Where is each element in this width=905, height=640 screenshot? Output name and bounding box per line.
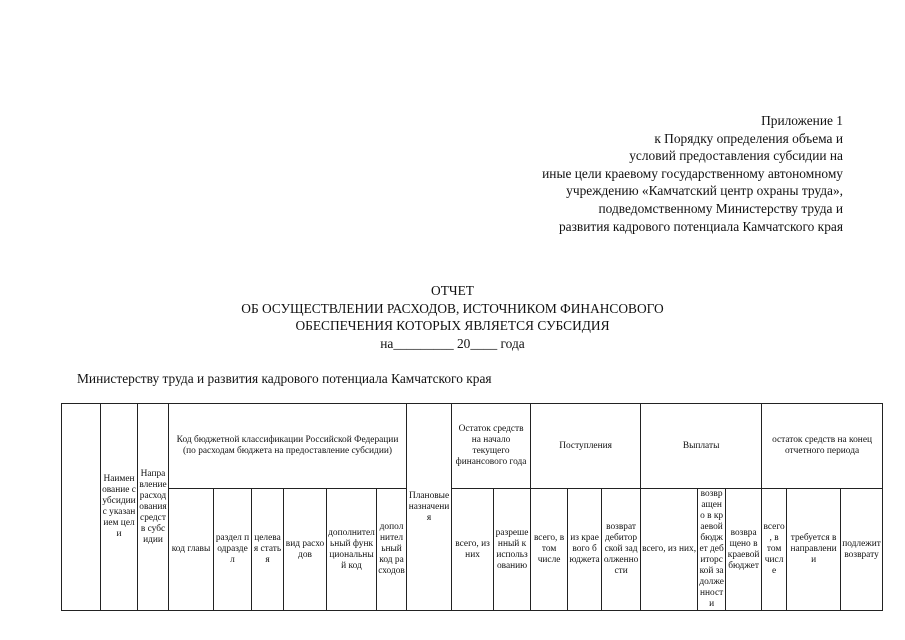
subheader-receipts-regional: из краевого бюджета — [568, 489, 602, 611]
subheader-expense-type: вид расходов — [284, 489, 327, 611]
subheader-closing-to-return: подлежит возврату — [841, 489, 883, 611]
header-payments: Выплаты — [641, 404, 762, 489]
appendix-line: развития кадрового потенциала Камчатского края — [558, 218, 843, 234]
subheader-target-article: целевая статья — [252, 489, 284, 611]
subheader-receipts-returned-debt: возврат дебиторской задолженности — [602, 489, 641, 611]
subheader-opening-permitted: разрешенный к использованию — [494, 489, 531, 611]
appendix-line: условий предоставления субсидии на — [629, 148, 843, 164]
report-title-line: ОБЕСПЕЧЕНИЯ КОТОРЫХ ЯВЛЯЕТСЯ СУБСИДИЯ — [295, 318, 610, 334]
subheader-payments-returned-budget: возвращено в краевой бюджет — [726, 489, 762, 611]
header-budget-code: Код бюджетной классификации Российской Федерации (по расходам бюджета на предоставление субсидии) — [169, 404, 407, 489]
header-opening-balance: Остаток средств на начало текущего финансового года — [452, 404, 531, 489]
report-table — [61, 403, 883, 611]
header-direction: Направление расходования средств субсидии — [138, 404, 169, 611]
report-title-line: ОТЧЕТ — [431, 283, 474, 298]
appendix-line: подведомственному Министерству труда и — [598, 200, 843, 216]
report-title-line: ОБ ОСУЩЕСТВЛЕНИИ РАСХОДОВ, ИСТОЧНИКОМ ФИНАНСОВОГО — [241, 300, 664, 316]
appendix-block — [542, 112, 843, 235]
header-closing-balance: остаток средств на конец отчетного периода — [762, 404, 883, 489]
subheader-opening-total: всего, из них — [452, 489, 494, 611]
subheader-receipts-total: всего, в том числе — [531, 489, 568, 611]
subheader-payments-total: всего, из них, — [641, 489, 698, 611]
appendix-line: иные цели краевому государственному автономному — [542, 165, 843, 181]
subheader-additional-expense: дополнительный код расходов — [377, 489, 407, 611]
appendix-line: к Порядку определения объема и — [654, 130, 843, 146]
blank-cell — [62, 404, 101, 611]
report-title — [0, 282, 905, 352]
header-subsidy-name: Наименование субсидии с указанием цели — [101, 404, 138, 611]
header-receipts: Поступления — [531, 404, 641, 489]
header-planned-purpose: Плановые назначения — [407, 404, 452, 611]
recipient-line: Министерству труда и развития кадрового потенциала Камчатского края — [77, 371, 492, 386]
subheader-chapter-code: код главы — [169, 489, 214, 611]
subheader-closing-required: требуется в направлении — [787, 489, 841, 611]
subheader-closing-total: всего, в том числе — [762, 489, 787, 611]
subheader-section: раздел подраздел — [214, 489, 252, 611]
subheader-payments-returned-regional: возвращено в краевой бюджет дебиторской задолженности — [699, 489, 724, 609]
subheader-additional-functional: дополнительный функциональный код — [327, 489, 377, 611]
appendix-line: учреждению «Камчатский центр охраны труда», — [566, 183, 843, 199]
report-date-line: на_________ 20____ года — [380, 335, 525, 351]
appendix-line: Приложение 1 — [761, 113, 843, 128]
